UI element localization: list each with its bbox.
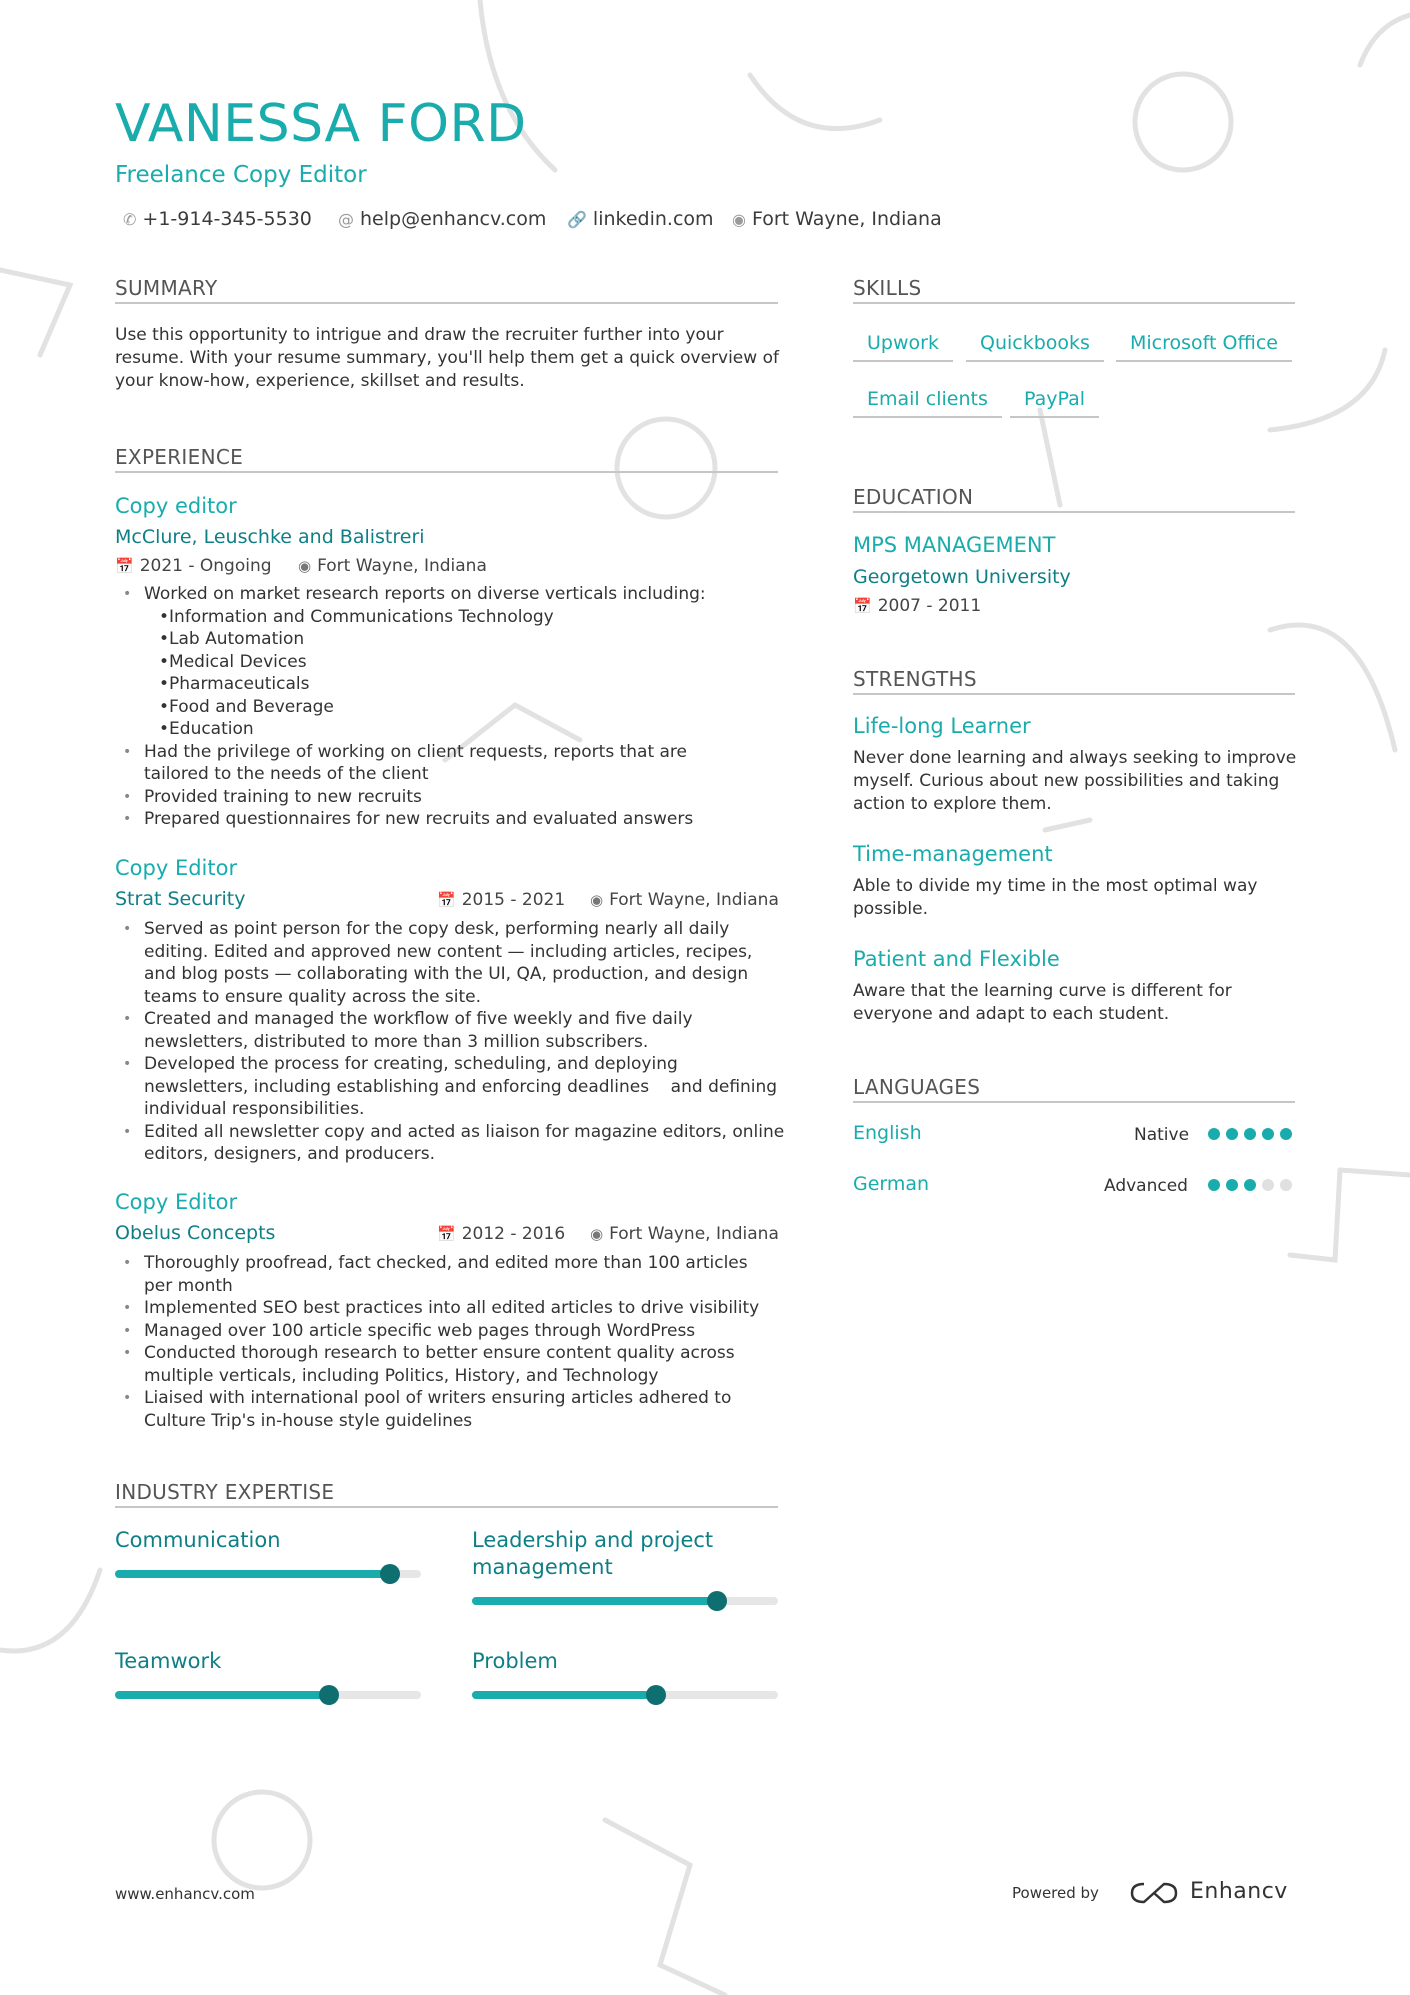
rating-dot-filled bbox=[1244, 1179, 1256, 1191]
powered-by-label: Powered by bbox=[1012, 1884, 1099, 1902]
at-icon: @ bbox=[338, 209, 354, 229]
expertise-bar bbox=[472, 1597, 778, 1605]
list-item: • Education bbox=[159, 718, 795, 741]
list-item: • Food and Beverage bbox=[159, 696, 795, 719]
expertise-bar-knob bbox=[380, 1564, 400, 1584]
bullet-text: editors, designers, and producers. bbox=[144, 1144, 436, 1164]
list-item bbox=[115, 1342, 795, 1387]
list-item: • Prepared questionnaires for new recruits and evaluated answers bbox=[115, 808, 795, 831]
job-bullets bbox=[115, 583, 795, 831]
job-dates bbox=[437, 890, 565, 910]
rating-dot-filled bbox=[1226, 1128, 1238, 1140]
expertise-heading: INDUSTRY EXPERTISE bbox=[115, 1480, 335, 1504]
rating-dot-filled bbox=[1280, 1128, 1292, 1140]
job-role: Copy Editor bbox=[115, 1190, 238, 1214]
bullet-text: Edited all newsletter copy and acted as liaison for magazine editors, online bbox=[144, 1121, 785, 1142]
job-company: Strat Security bbox=[115, 888, 246, 910]
bullet-text: Had the privilege of working on client requests, reports that are bbox=[144, 741, 688, 762]
bullet-text: tailored to the needs of the client bbox=[144, 764, 429, 784]
list-item bbox=[115, 741, 795, 786]
job-dates bbox=[437, 1224, 565, 1244]
strength-title: Time-management bbox=[853, 842, 1053, 866]
bullet-text: Worked on market research reports on diverse verticals including: bbox=[144, 584, 706, 604]
candidate-title: Freelance Copy Editor bbox=[115, 162, 367, 188]
strengths-divider bbox=[853, 693, 1295, 695]
sub-list bbox=[144, 606, 795, 741]
bullet-text: teams to ensure quality across the site. bbox=[144, 986, 482, 1007]
job-location-text: Fort Wayne, Indiana bbox=[317, 556, 487, 576]
expertise-bar-knob bbox=[646, 1685, 666, 1705]
job-role: Copy Editor bbox=[115, 856, 238, 880]
calendar-icon: 📅 bbox=[437, 1225, 456, 1243]
strength-line: Aware that the learning curve is different for bbox=[853, 981, 1232, 1001]
language-level: Native bbox=[1134, 1125, 1190, 1145]
skill-tag: Microsoft Office bbox=[1116, 332, 1292, 362]
rating-dot-empty bbox=[1280, 1179, 1292, 1191]
list-item bbox=[115, 1121, 795, 1166]
expertise-label: Communication bbox=[115, 1528, 281, 1552]
list-item bbox=[115, 1252, 795, 1297]
strength-title: Life-long Learner bbox=[853, 714, 1031, 738]
bullet-text: editing. Edited and approved new content — including articles, recipes, bbox=[144, 941, 753, 962]
list-item: • Provided training to new recruits bbox=[115, 786, 795, 809]
rating-dot-filled bbox=[1244, 1128, 1256, 1140]
job-dates-text: 2021 - Ongoing bbox=[139, 556, 272, 576]
skill-tag: Email clients bbox=[853, 388, 1002, 418]
calendar-icon: 📅 bbox=[437, 891, 456, 909]
rating-dot-filled bbox=[1226, 1179, 1238, 1191]
experience-heading: EXPERIENCE bbox=[115, 445, 244, 469]
job-location-text: Fort Wayne, Indiana bbox=[609, 1224, 779, 1244]
job-location bbox=[590, 1224, 779, 1244]
strength-description bbox=[853, 980, 1232, 1026]
strengths-heading: STRENGTHS bbox=[853, 667, 977, 691]
strength-line: action to explore them. bbox=[853, 794, 1052, 814]
footer-url[interactable]: www.enhancv.com bbox=[115, 1885, 255, 1903]
rating-dot-empty bbox=[1262, 1179, 1274, 1191]
bullet-text: Served as point person for the copy desk, performing nearly all daily bbox=[144, 919, 730, 939]
expertise-bar bbox=[115, 1691, 421, 1699]
education-dates-text: 2007 - 2011 bbox=[877, 596, 982, 616]
strength-line: Able to divide my time in the most optimal way bbox=[853, 876, 1258, 896]
education-divider bbox=[853, 511, 1295, 513]
list-item bbox=[115, 918, 795, 1008]
strength-description bbox=[853, 747, 1296, 816]
experience-divider bbox=[115, 471, 778, 473]
strength-line: possible. bbox=[853, 899, 929, 919]
list-item bbox=[115, 1008, 795, 1053]
expertise-bar-knob bbox=[707, 1591, 727, 1611]
expertise-label: Problem bbox=[472, 1649, 558, 1673]
summary-line: resume. With your resume summary, you'll help them get a quick overview of bbox=[115, 348, 779, 368]
location-text: Fort Wayne, Indiana bbox=[751, 208, 942, 230]
summary-divider bbox=[115, 302, 778, 304]
expertise-bar-knob bbox=[319, 1685, 339, 1705]
education-dates bbox=[853, 596, 981, 616]
list-item bbox=[115, 1053, 795, 1121]
location-pin-icon: ◉ bbox=[732, 209, 746, 229]
expertise-bar-fill bbox=[472, 1597, 717, 1605]
list-item: • Lab Automation bbox=[159, 628, 795, 651]
languages-divider bbox=[853, 1101, 1295, 1103]
language-rating bbox=[1208, 1128, 1292, 1140]
job-role: Copy editor bbox=[115, 494, 237, 518]
email-text[interactable]: help@enhancv.com bbox=[360, 208, 547, 230]
education-heading: EDUCATION bbox=[853, 485, 974, 509]
job-dates-text: 2012 - 2016 bbox=[461, 1224, 566, 1244]
bullet-text: Conducted thorough research to better ensure content quality across bbox=[144, 1343, 735, 1363]
bullet-text: Developed the process for creating, scheduling, and deploying bbox=[144, 1054, 678, 1074]
bullet-text: multiple verticals, including Politics, History, and Technology bbox=[144, 1365, 659, 1386]
list-item: • Medical Devices bbox=[159, 651, 795, 674]
expertise-divider bbox=[115, 1506, 778, 1508]
link-icon: 🔗 bbox=[567, 209, 587, 229]
strength-title: Patient and Flexible bbox=[853, 947, 1060, 971]
summary-line: your know-how, experience, skillset and results. bbox=[115, 371, 525, 391]
skill-tag: Upwork bbox=[853, 332, 953, 362]
phone-text: +1-914-345-5530 bbox=[142, 208, 312, 230]
location-pin-icon: ◉ bbox=[298, 557, 312, 575]
list-item: • Pharmaceuticals bbox=[159, 673, 795, 696]
location-pin-icon: ◉ bbox=[590, 891, 604, 909]
strength-description bbox=[853, 875, 1257, 921]
list-item bbox=[115, 583, 795, 741]
expertise-bar-fill bbox=[472, 1691, 656, 1699]
strength-line: Never done learning and always seeking to improve bbox=[853, 748, 1297, 768]
contact-email[interactable] bbox=[338, 208, 546, 230]
brand-name: Enhancv bbox=[1190, 1879, 1288, 1904]
job-bullets bbox=[115, 1252, 795, 1432]
list-item: • Managed over 100 article specific web pages through WordPress bbox=[115, 1320, 795, 1343]
education-degree: MPS MANAGEMENT bbox=[853, 533, 1056, 557]
summary-heading: SUMMARY bbox=[115, 276, 218, 300]
language-name: German bbox=[853, 1173, 930, 1195]
location-pin-icon: ◉ bbox=[590, 1225, 604, 1243]
expertise-label: Leadership and project management bbox=[472, 1528, 714, 1579]
skill-tag: Quickbooks bbox=[966, 332, 1104, 362]
bullet-text: newsletters, including establishing and enforcing deadlines and defining bbox=[144, 1076, 778, 1097]
rating-dot-filled bbox=[1208, 1179, 1220, 1191]
expertise-bar bbox=[472, 1691, 778, 1699]
job-company: Obelus Concepts bbox=[115, 1222, 276, 1244]
phone-icon: ✆ bbox=[123, 209, 137, 229]
education-school: Georgetown University bbox=[853, 566, 1071, 588]
linkedin-text[interactable]: linkedin.com bbox=[592, 208, 714, 230]
bullet-text: individual responsibilities. bbox=[144, 1099, 365, 1119]
bullet-text: Liaised with international pool of writers ensuring articles adhered to bbox=[144, 1388, 732, 1408]
job-dates-text: 2015 - 2021 bbox=[461, 890, 566, 910]
job-location bbox=[298, 556, 487, 576]
skills-heading: SKILLS bbox=[853, 276, 922, 300]
contact-phone bbox=[123, 208, 312, 230]
bullet-text: Created and managed the workflow of five weekly and five daily bbox=[144, 1009, 693, 1029]
job-dates bbox=[115, 556, 272, 576]
job-location-text: Fort Wayne, Indiana bbox=[609, 890, 779, 910]
language-level: Advanced bbox=[1104, 1176, 1188, 1196]
job-bullets bbox=[115, 918, 795, 1166]
bullet-text: Thoroughly proofread, fact checked, and edited more than 100 articles bbox=[144, 1253, 748, 1273]
contact-linkedin[interactable] bbox=[567, 208, 714, 230]
rating-dot-filled bbox=[1262, 1128, 1274, 1140]
bullet-text: per month bbox=[144, 1275, 233, 1296]
expertise-bar bbox=[115, 1570, 421, 1578]
job-company: McClure, Leuschke and Balistreri bbox=[115, 526, 425, 548]
contact-location bbox=[732, 208, 942, 230]
summary-line: Use this opportunity to intrigue and draw the recruiter further into your bbox=[115, 325, 724, 345]
bullet-text: newsletters, distributed to more than 3 million subscribers. bbox=[144, 1031, 649, 1052]
skill-tag: PayPal bbox=[1010, 388, 1099, 418]
rating-dot-filled bbox=[1208, 1128, 1220, 1140]
list-item bbox=[115, 1387, 795, 1432]
expertise-label: Teamwork bbox=[115, 1649, 222, 1673]
enhancv-logo-icon bbox=[1130, 1880, 1180, 1906]
list-item: • Information and Communications Technology bbox=[159, 606, 795, 629]
expertise-bar-fill bbox=[115, 1570, 390, 1578]
bullet-text: and blog posts — collaborating with the UI, QA, production, and design bbox=[144, 964, 749, 984]
skills-divider bbox=[853, 302, 1295, 304]
language-rating bbox=[1208, 1179, 1292, 1191]
candidate-name: VANESSA FORD bbox=[115, 94, 527, 154]
calendar-icon: 📅 bbox=[853, 597, 872, 615]
language-name: English bbox=[853, 1122, 922, 1144]
strength-line: myself. Curious about new possibilities and taking bbox=[853, 771, 1280, 791]
bullet-text: Culture Trip's in-house style guidelines bbox=[144, 1410, 473, 1431]
strength-line: everyone and adapt to each student. bbox=[853, 1004, 1170, 1024]
list-item: • Implemented SEO best practices into all edited articles to drive visibility bbox=[115, 1297, 795, 1320]
job-location bbox=[590, 890, 779, 910]
expertise-bar-fill bbox=[115, 1691, 329, 1699]
calendar-icon: 📅 bbox=[115, 557, 134, 575]
languages-heading: LANGUAGES bbox=[853, 1075, 981, 1099]
summary-text bbox=[115, 324, 779, 393]
